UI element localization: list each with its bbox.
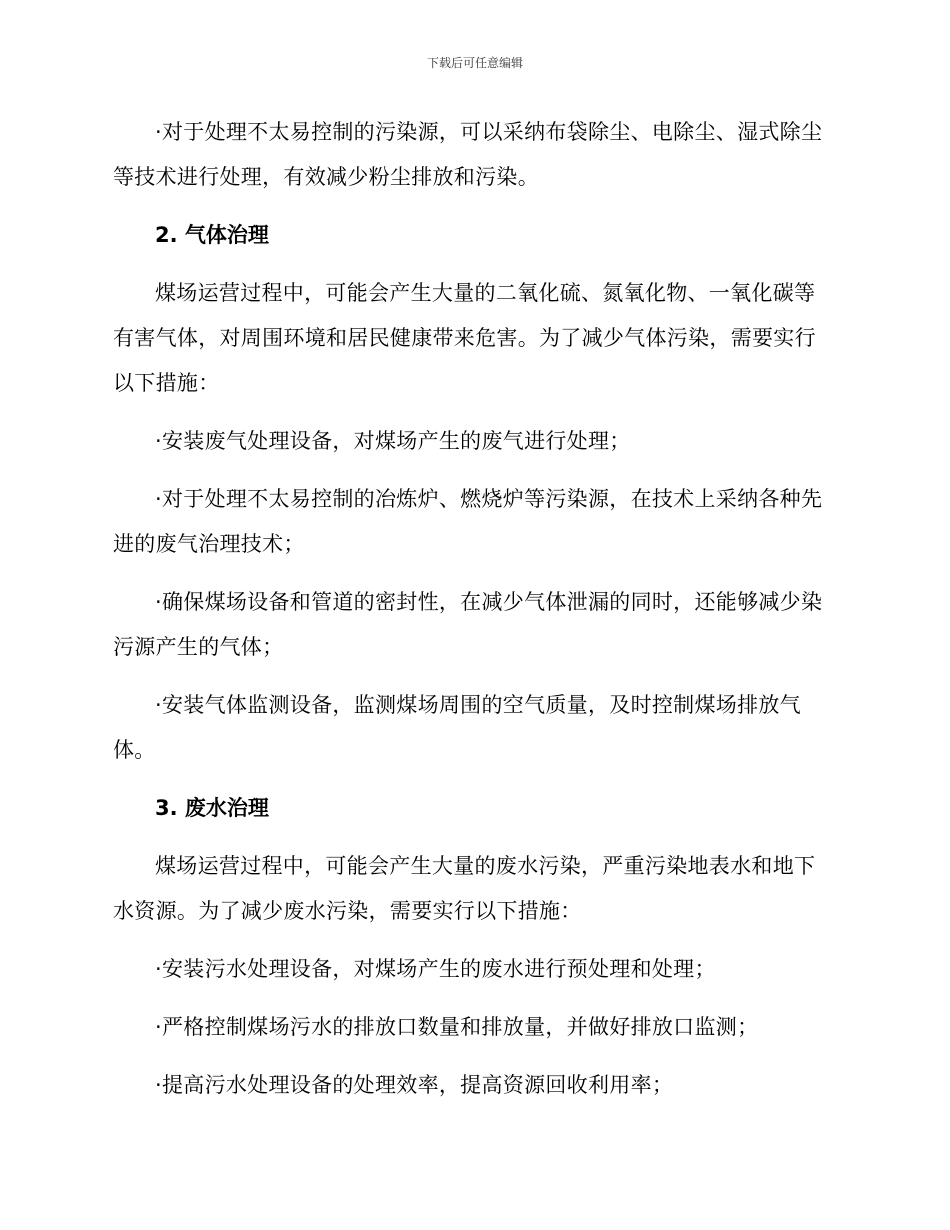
- bullet-paragraph: ·提高污水处理设备的处理效率，提高资源回收利用率；: [155, 1073, 674, 1097]
- bullet-paragraph: ·严格控制煤场污水的排放口数量和排放量，并做好排放口监测；: [155, 1015, 759, 1039]
- section-heading: 2. 气体治理: [155, 223, 269, 247]
- body-paragraph: 煤场运营过程中，可能会产生大量的废水污染，严重污染地表水和地下水资源。为了减少废水污染，需要实行以下措施：: [113, 854, 816, 923]
- bullet-paragraph: ·安装废气处理设备，对煤场产生的废气进行处理；: [155, 429, 631, 453]
- bullet-paragraph: ·安装污水处理设备，对煤场产生的废水进行预处理和处理；: [155, 957, 716, 981]
- bullet-paragraph: ·对于处理不太易控制的冶炼炉、燃烧炉等污染源，在技术上采纳各种先进的废气治理技术；: [113, 487, 823, 556]
- body-paragraph: 煤场运营过程中，可能会产生大量的二氧化硫、氮氧化物、一氧化碳等有害气体，对周围环境和居民健康带来危害。为了减少气体污染，需要实行以下措施：: [113, 281, 816, 395]
- document-body: [113, 110, 833, 1108]
- page-header-note: 下载后可任意编辑: [426, 56, 523, 70]
- bullet-paragraph: ·安装气体监测设备，监测煤场周围的空气质量，及时控制煤场排放气体。: [113, 693, 801, 762]
- bullet-paragraph: ·对于处理不太易控制的污染源，可以采纳布袋除尘、电除尘、湿式除尘等技术进行处理，有效减少粉尘排放和污染。: [113, 120, 823, 189]
- bullet-paragraph: ·确保煤场设备和管道的密封性，在减少气体泄漏的同时，还能够减少染污源产生的气体；: [113, 590, 823, 659]
- section-heading: 3. 废水治理: [155, 796, 269, 820]
